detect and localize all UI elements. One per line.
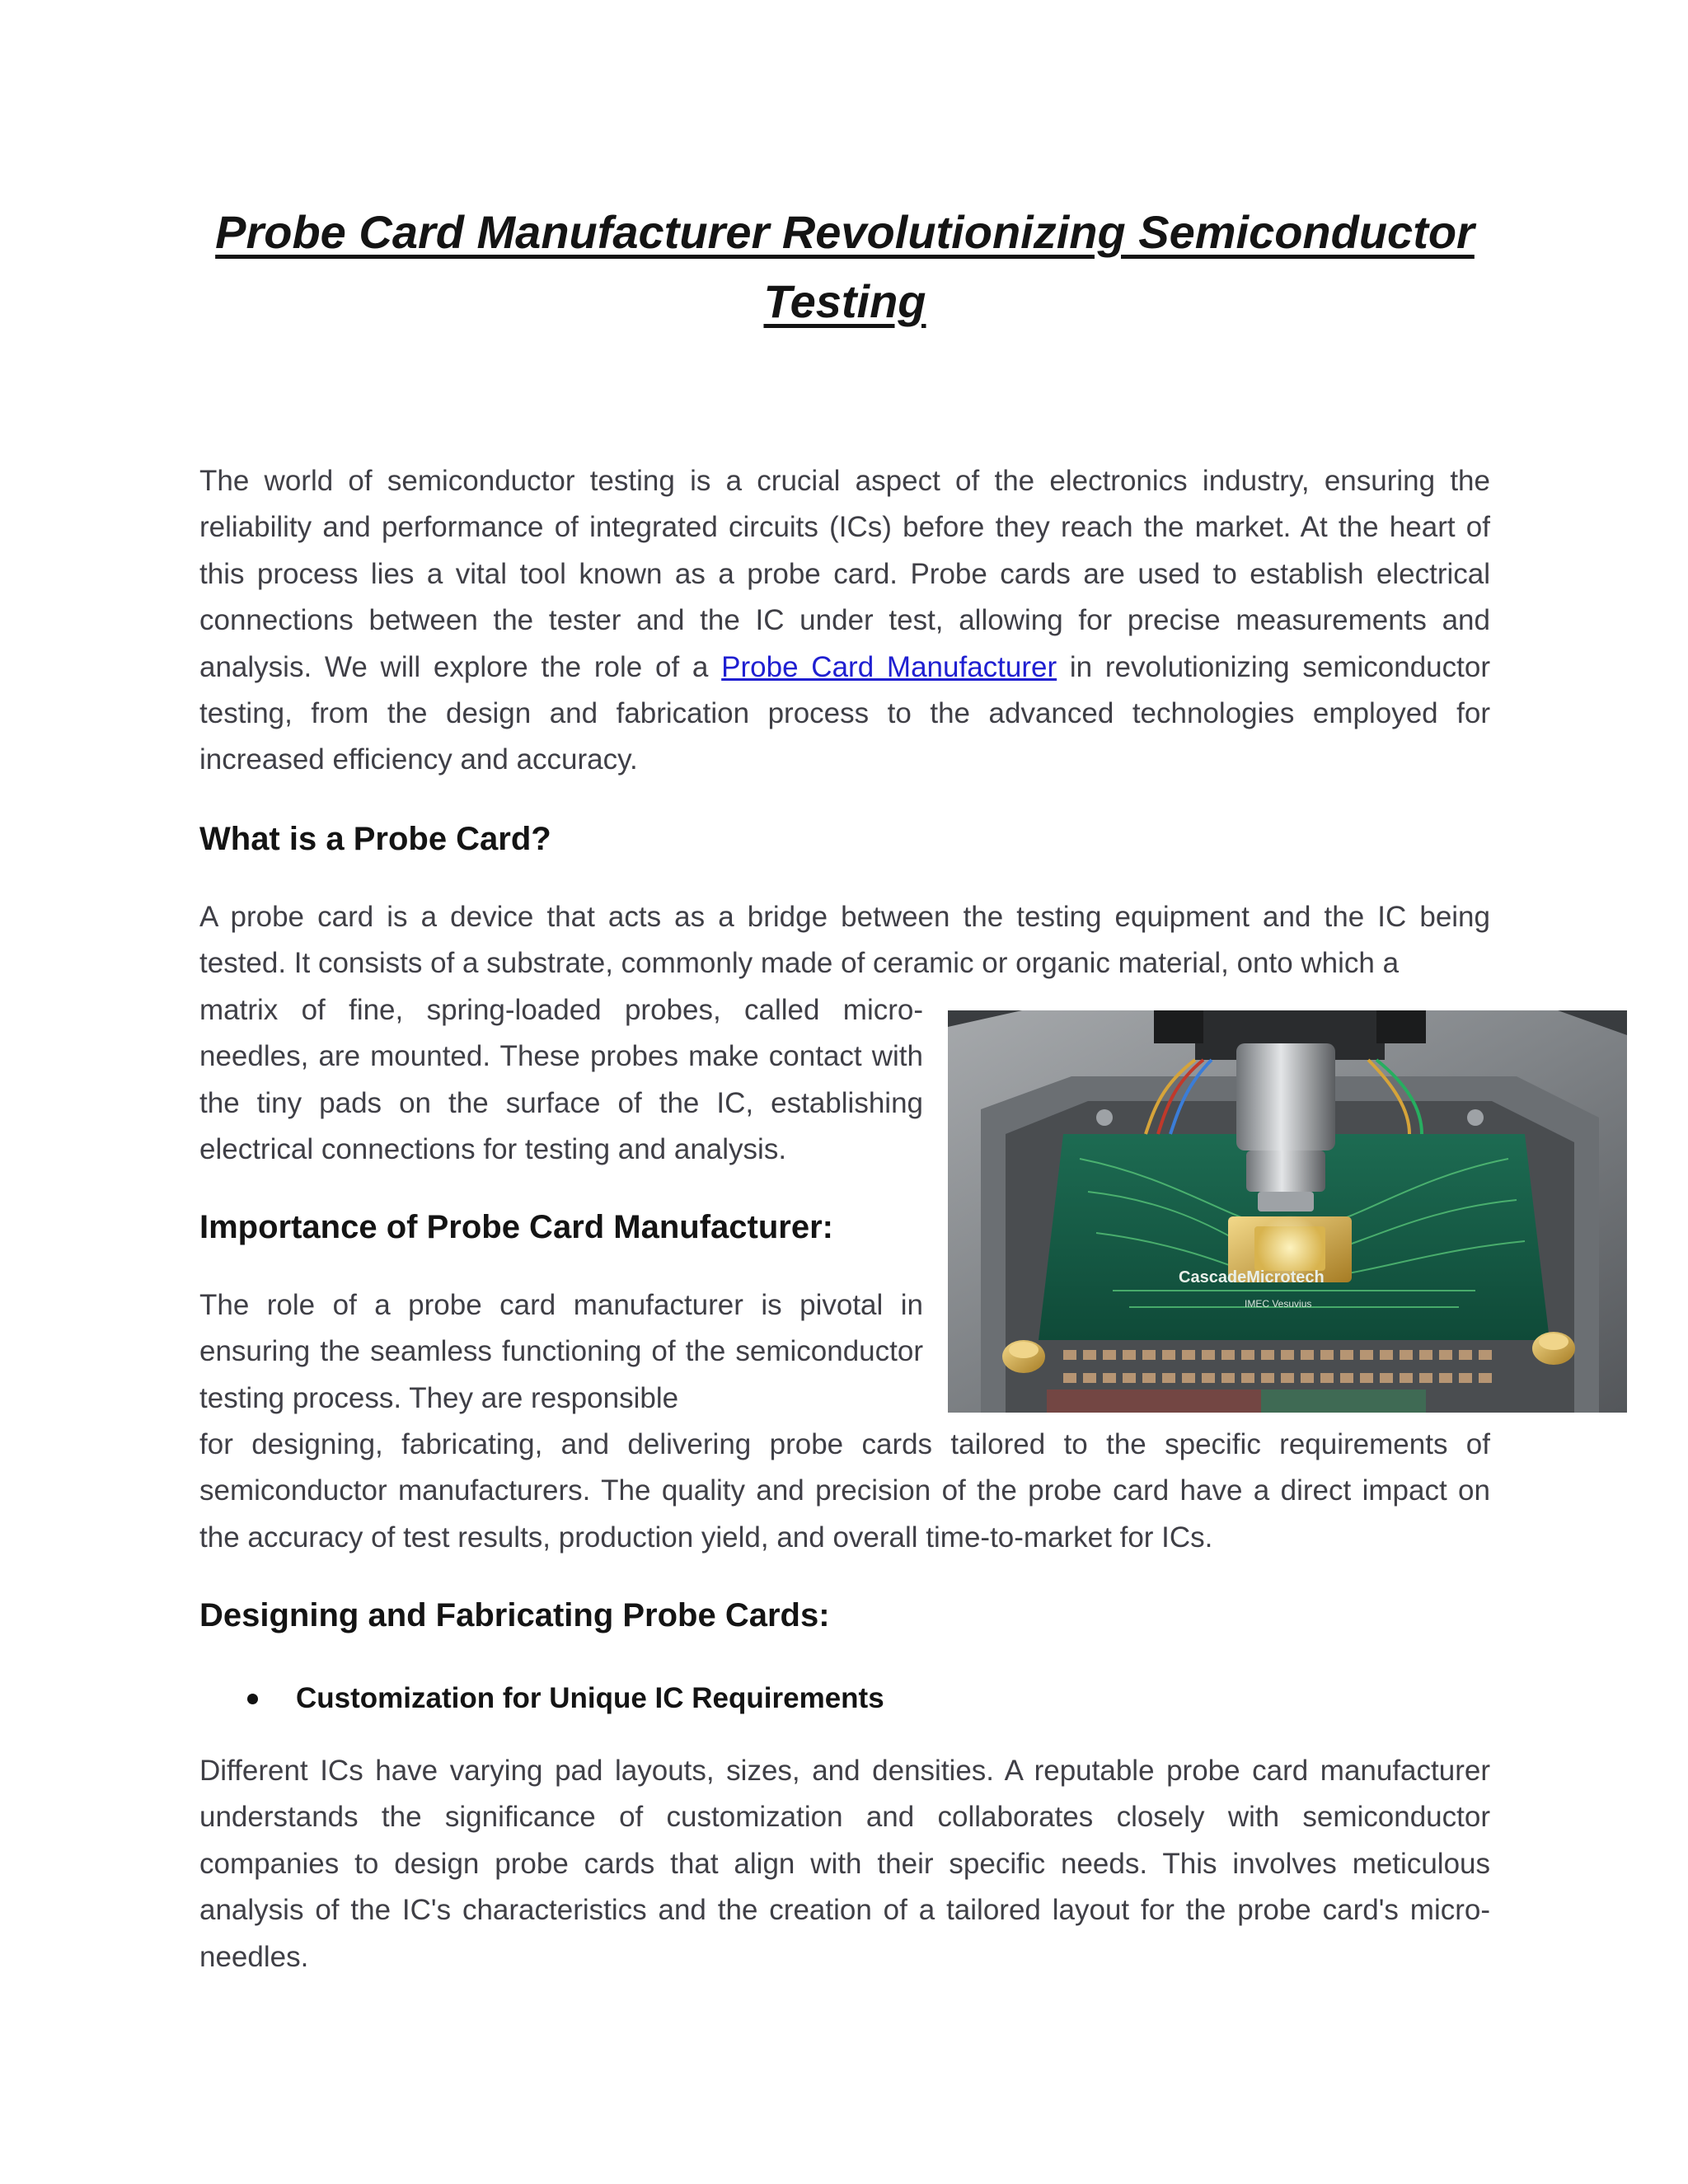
section2-paragraph-wrapped: The role of a probe card manufacturer is pivotal in ensuring the seamless functioning of the semiconductor testing process. They are responsible (199, 1289, 923, 1414)
section-heading-designing: Designing and Fabricating Probe Cards: (199, 1597, 830, 1633)
board-brand-text: CascadeMicrotech (1179, 1268, 1325, 1286)
bullet-list-item (247, 1678, 884, 1719)
probe-card-manufacturer-link[interactable]: Probe Card Manufacturer (721, 650, 1057, 683)
probe-card-photo (948, 1010, 1627, 1413)
bullet-text: Customization for Unique IC Requirements (296, 1682, 884, 1714)
section2-paragraph-full: for designing, fabricating, and delivering probe cards tailored to the specific requirements of semiconductor manufacturers. The quality and precision of the probe card have a direct impact on the accuracy of test results, production yield, and overall time-to-market for ICs. (199, 1428, 1490, 1554)
bullet-dot-icon (247, 1694, 258, 1704)
section3-paragraph: Different ICs have varying pad layouts, sizes, and densities. A reputable probe card manufacturer understands the significance of customization and collaborates closely with semiconductor companies to design probe cards that align with their specific needs. This involves meticulous analysis of the IC's characteristics and the creation of a tailored layout for the probe card's micro-needles. (199, 1755, 1490, 1973)
board-label-text: IMEC Vesuvius (1245, 1298, 1312, 1310)
page-title: Probe Card Manufacturer Revolutionizing Semiconductor Testing (215, 206, 1475, 327)
intro-text-before-link: The world of semiconductor testing is a crucial aspect of the electronics industry, ensuring the reliability and performance of integrated circuits (ICs) before they reach the market. At the heart of this process lies a vital tool known as a probe card. Probe cards are used to establish electrical connections between the tester and the IC under test, allowing for precise measurements and analysis. We will explore the role of a (199, 465, 1490, 683)
intro-paragraph (199, 458, 1490, 784)
intro-text-after-link: in revolutionizing semiconductor testing, from the design and fabrication process to the advanced technologies employed for increased efficiency and accuracy. (199, 650, 1490, 776)
section-heading-what-is-probe-card: What is a Probe Card? (199, 821, 551, 857)
section-heading-importance: Importance of Probe Card Manufacturer: (199, 1209, 834, 1245)
section1-paragraph-full: A probe card is a device that acts as a bridge between the testing equipment and the IC being tested. It consists of a substrate, commonly made of ceramic or organic material, onto which a (199, 901, 1490, 980)
section1-paragraph-wrapped: matrix of fine, spring-loaded probes, called micro-needles, are mounted. These probes make contact with the tiny pads on the surface of the IC, establishing electrical connections for testing and analysis. (199, 994, 923, 1166)
